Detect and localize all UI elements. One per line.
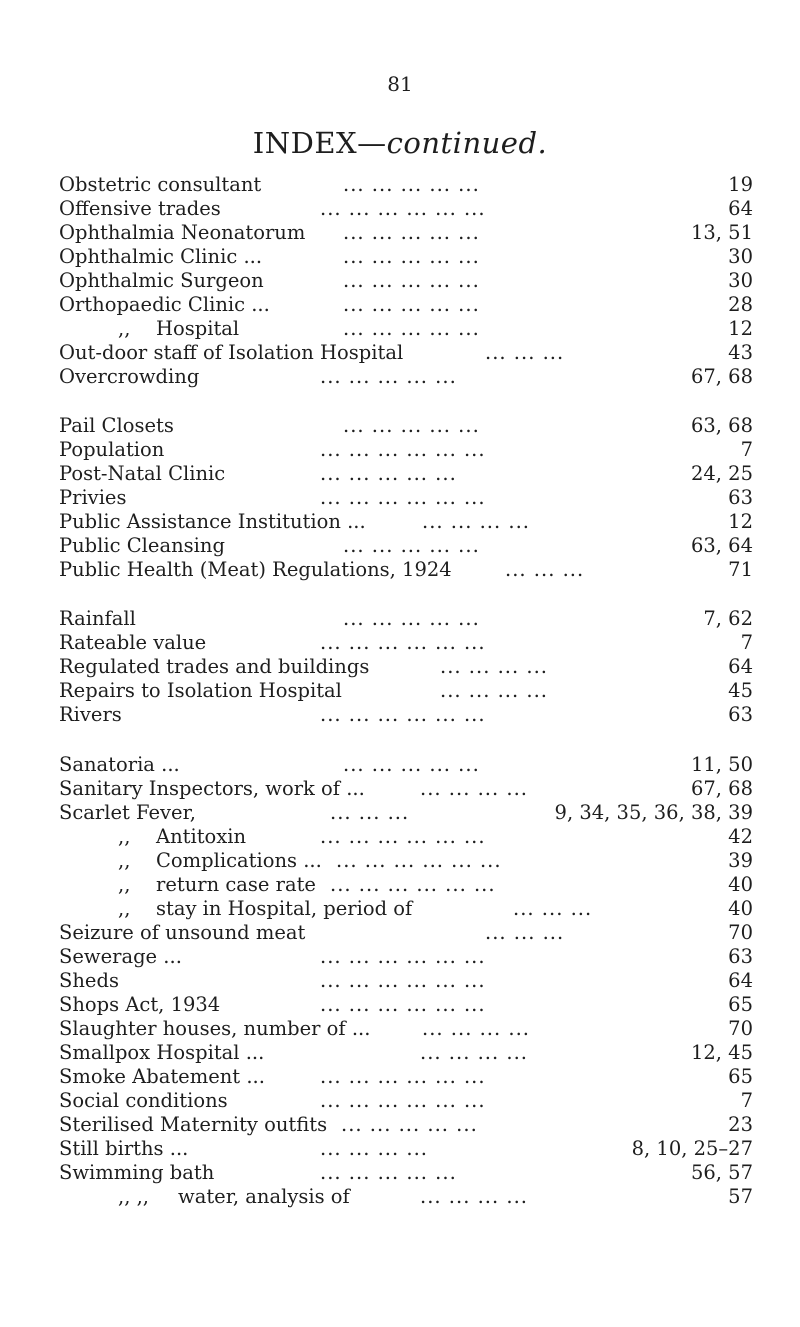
entry-label	[118, 873, 316, 897]
entry-text: Public Assistance Institution ...	[59, 510, 366, 533]
leader-dots: ... ... ... ... ... ...	[320, 438, 486, 461]
entry-label	[59, 1137, 188, 1161]
entry-pages: 67, 68	[690, 777, 753, 800]
leader-dots: ... ... ... ...	[320, 1137, 428, 1160]
entry-label	[59, 341, 403, 365]
entry-label	[118, 897, 412, 921]
entry-text: Rateable value	[59, 631, 207, 654]
entry-pages: 12	[728, 317, 753, 340]
leader-dots: ... ... ... ... ...	[343, 293, 480, 316]
index-entry	[0, 510, 800, 534]
entry-text: Still births ...	[59, 1137, 189, 1160]
entry-pages: 30	[728, 269, 753, 292]
entry-pages: 63, 64	[690, 534, 753, 557]
entry-text: Sterilised Maternity outfits	[59, 1113, 328, 1136]
entry-pages: 7	[740, 1089, 753, 1112]
entry-pages: 65	[728, 993, 753, 1016]
entry-text: water, analysis of	[178, 1185, 350, 1208]
leader-dots: ... ... ... ... ...	[343, 534, 480, 557]
index-entry	[0, 753, 800, 777]
title-main: INDEX—	[252, 126, 387, 160]
entry-pages: 7	[740, 631, 753, 654]
leader-dots: ... ... ... ... ...	[343, 317, 480, 340]
index-entry	[0, 993, 800, 1017]
entry-label	[59, 777, 365, 801]
leader-dots: ... ... ... ... ... ...	[330, 873, 496, 896]
index-entry	[0, 438, 800, 462]
index-entry	[0, 221, 800, 245]
entry-text: Sewerage ...	[59, 945, 182, 968]
entry-label	[118, 1185, 350, 1209]
leader-dots: ... ... ... ... ...	[320, 462, 457, 485]
leader-dots: ... ... ...	[485, 921, 565, 944]
entry-label	[118, 825, 246, 849]
entry-label	[59, 1041, 264, 1065]
entry-text: Privies	[59, 486, 127, 509]
entry-text: Smallpox Hospital ...	[59, 1041, 265, 1064]
entry-label	[59, 173, 261, 197]
leader-dots: ... ... ...	[505, 558, 585, 581]
entry-pages: 7	[740, 438, 753, 461]
entry-label	[59, 486, 126, 510]
index-entry	[0, 1137, 800, 1161]
entry-label	[59, 438, 164, 462]
index-entry	[0, 197, 800, 221]
entry-text: Sheds	[59, 969, 119, 992]
entry-label	[59, 558, 452, 582]
entry-pages: 40	[728, 873, 753, 896]
index-entry	[0, 245, 800, 269]
leader-dots: ... ... ... ...	[440, 655, 548, 678]
entry-label	[59, 221, 305, 245]
entry-label	[118, 317, 239, 341]
entry-label	[59, 993, 220, 1017]
leader-dots: ... ... ... ... ... ...	[320, 969, 486, 992]
entry-text: Public Health (Meat) Regulations, 1924	[59, 558, 452, 581]
index-entry	[0, 631, 800, 655]
entry-pages: 70	[728, 921, 753, 944]
entry-pages: 65	[728, 1065, 753, 1088]
entry-text: return case rate	[156, 873, 316, 896]
entry-label	[59, 1017, 370, 1041]
leader-dots: ... ... ... ... ... ...	[320, 197, 486, 220]
leader-dots: ... ... ... ... ...	[343, 245, 480, 268]
entry-pages: 63	[728, 703, 753, 726]
entry-label	[59, 1161, 214, 1185]
entry-pages: 9, 34, 35, 36, 38, 39	[554, 801, 753, 824]
entry-text: Offensive trades	[59, 197, 221, 220]
leader-dots: ... ... ... ...	[420, 777, 528, 800]
entry-pages: 12, 45	[690, 1041, 753, 1064]
leader-dots: ... ... ... ... ... ...	[320, 703, 486, 726]
entry-text: Rivers	[59, 703, 122, 726]
leader-dots: ... ... ... ... ... ...	[336, 849, 502, 872]
index-entry	[0, 558, 800, 582]
entry-label	[59, 969, 119, 993]
index-entry	[0, 414, 800, 438]
index-entry	[0, 679, 800, 703]
entry-pages: 12	[728, 510, 753, 533]
index-entry	[0, 655, 800, 679]
entry-pages: 7, 62	[703, 607, 753, 630]
leader-dots: ... ... ... ... ...	[343, 269, 480, 292]
entry-text: Population	[59, 438, 165, 461]
index-entry	[0, 173, 800, 197]
entry-pages: 30	[728, 245, 753, 268]
ditto-mark: ,, ,,	[118, 1185, 149, 1208]
entry-text: Smoke Abatement ...	[59, 1065, 265, 1088]
leader-dots: ... ... ... ... ...	[341, 1113, 478, 1136]
index-entry	[0, 777, 800, 801]
index-entry	[0, 873, 800, 897]
entry-label	[59, 534, 225, 558]
entry-pages: 63, 68	[690, 414, 753, 437]
entry-label	[59, 245, 262, 269]
entry-pages: 28	[728, 293, 753, 316]
index-entry	[0, 486, 800, 510]
ditto-mark: ,,	[118, 849, 131, 872]
entry-label	[59, 631, 206, 655]
entry-label	[59, 1113, 327, 1137]
index-entry	[0, 1113, 800, 1137]
ditto-mark: ,,	[118, 897, 131, 920]
entry-pages: 11, 50	[690, 753, 753, 776]
entry-text: Out-door staff of Isolation Hospital	[59, 341, 404, 364]
entry-pages: 19	[728, 173, 753, 196]
entry-pages: 8, 10, 25–27	[631, 1137, 753, 1160]
leader-dots: ... ... ... ... ...	[343, 173, 480, 196]
entry-pages: 13, 51	[690, 221, 753, 244]
entry-pages: 63	[728, 486, 753, 509]
index-entry	[0, 607, 800, 631]
entry-text: Swimming bath	[59, 1161, 215, 1184]
entry-label	[59, 607, 136, 631]
entry-pages: 64	[728, 969, 753, 992]
entry-label	[59, 801, 196, 825]
entry-label	[59, 269, 264, 293]
entry-text: Overcrowding	[59, 365, 200, 388]
leader-dots: ... ... ... ... ... ...	[320, 945, 486, 968]
index-entry	[0, 921, 800, 945]
entry-pages: 71	[728, 558, 753, 581]
entry-text: Slaughter houses, number of ...	[59, 1017, 371, 1040]
entry-text: Ophthalmic Surgeon	[59, 269, 264, 292]
ditto-mark: ,,	[118, 317, 131, 340]
page-number: 81	[387, 72, 413, 96]
leader-dots: ... ... ... ... ...	[320, 1161, 457, 1184]
leader-dots: ... ... ... ...	[422, 1017, 530, 1040]
entry-text: Repairs to Isolation Hospital	[59, 679, 342, 702]
entry-label	[59, 679, 342, 703]
entry-text: Orthopaedic Clinic ...	[59, 293, 270, 316]
index-entry	[0, 293, 800, 317]
entry-text: Ophthalmic Clinic ...	[59, 245, 263, 268]
entry-label	[59, 1089, 228, 1113]
entry-label	[59, 293, 270, 317]
entry-label	[59, 197, 221, 221]
entry-pages: 57	[728, 1185, 753, 1208]
index-entry	[0, 269, 800, 293]
index-entry	[0, 462, 800, 486]
entry-label	[59, 462, 225, 486]
title-suffix: continued.	[386, 126, 548, 160]
index-entry	[0, 897, 800, 921]
entry-text: Public Cleansing	[59, 534, 225, 557]
entry-text: Shops Act, 1934	[59, 993, 221, 1016]
entry-pages: 63	[728, 945, 753, 968]
entry-text: stay in Hospital, period of	[156, 897, 413, 920]
entry-text: Pail Closets	[59, 414, 174, 437]
leader-dots: ... ... ... ... ... ...	[320, 631, 486, 654]
leader-dots: ... ... ... ... ...	[343, 221, 480, 244]
entry-text: Social conditions	[59, 1089, 228, 1112]
leader-dots: ... ... ... ... ... ...	[320, 993, 486, 1016]
entry-text: Antitoxin	[156, 825, 247, 848]
leader-dots: ... ... ...	[513, 897, 593, 920]
leader-dots: ... ... ... ... ...	[343, 607, 480, 630]
entry-text: Sanitary Inspectors, work of ...	[59, 777, 365, 800]
index-entry	[0, 1065, 800, 1089]
leader-dots: ... ... ... ... ... ...	[320, 1089, 486, 1112]
entry-label	[59, 510, 366, 534]
leader-dots: ... ... ... ... ...	[343, 753, 480, 776]
entry-text: Hospital	[156, 317, 240, 340]
entry-pages: 23	[728, 1113, 753, 1136]
entry-label	[59, 921, 305, 945]
entry-text: Post-Natal Clinic	[59, 462, 226, 485]
leader-dots: ... ... ... ... ... ...	[320, 825, 486, 848]
entry-label	[118, 849, 322, 873]
index-entry	[0, 1017, 800, 1041]
entry-text: Sanatoria ...	[59, 753, 180, 776]
leader-dots: ... ... ... ... ... ...	[320, 486, 486, 509]
entry-label	[59, 945, 182, 969]
entry-text: Ophthalmia Neonatorum	[59, 221, 306, 244]
leader-dots: ... ... ... ... ... ...	[320, 1065, 486, 1088]
index-entry	[0, 1089, 800, 1113]
entry-text: Regulated trades and buildings	[59, 655, 370, 678]
leader-dots: ... ... ... ...	[420, 1041, 528, 1064]
leader-dots: ... ... ... ... ...	[320, 365, 457, 388]
index-entry	[0, 825, 800, 849]
entry-pages: 64	[728, 655, 753, 678]
entry-label	[59, 365, 199, 389]
leader-dots: ... ... ... ...	[440, 679, 548, 702]
entry-pages: 40	[728, 897, 753, 920]
entry-pages: 43	[728, 341, 753, 364]
entry-pages: 39	[728, 849, 753, 872]
index-entry	[0, 1161, 800, 1185]
index-entry	[0, 1185, 800, 1209]
entry-text: Rainfall	[59, 607, 136, 630]
entry-pages: 45	[728, 679, 753, 702]
entry-text: Obstetric consultant	[59, 173, 262, 196]
leader-dots: ... ... ...	[330, 801, 410, 824]
index-entry	[0, 945, 800, 969]
entry-label	[59, 414, 174, 438]
leader-dots: ... ... ... ...	[422, 510, 530, 533]
entry-label	[59, 1065, 265, 1089]
leader-dots: ... ... ...	[485, 341, 565, 364]
leader-dots: ... ... ... ... ...	[343, 414, 480, 437]
entry-pages: 56, 57	[690, 1161, 753, 1184]
index-entry	[0, 341, 800, 365]
index-entry	[0, 365, 800, 389]
index-entry	[0, 849, 800, 873]
entry-pages: 42	[728, 825, 753, 848]
index-entry	[0, 317, 800, 341]
entry-text: Scarlet Fever,	[59, 801, 196, 824]
index-entry	[0, 801, 800, 825]
entry-pages: 24, 25	[690, 462, 753, 485]
index-entry	[0, 703, 800, 727]
entry-text: Complications ...	[156, 849, 322, 872]
index-entry	[0, 969, 800, 993]
entry-pages: 67, 68	[690, 365, 753, 388]
index-entry	[0, 534, 800, 558]
entry-label	[59, 753, 180, 777]
entry-pages: 70	[728, 1017, 753, 1040]
entry-label	[59, 655, 369, 679]
entry-label	[59, 703, 122, 727]
index-entry	[0, 1041, 800, 1065]
leader-dots: ... ... ... ...	[420, 1185, 528, 1208]
entry-pages: 64	[728, 197, 753, 220]
entry-text: Seizure of unsound meat	[59, 921, 306, 944]
ditto-mark: ,,	[118, 873, 131, 896]
ditto-mark: ,,	[118, 825, 131, 848]
